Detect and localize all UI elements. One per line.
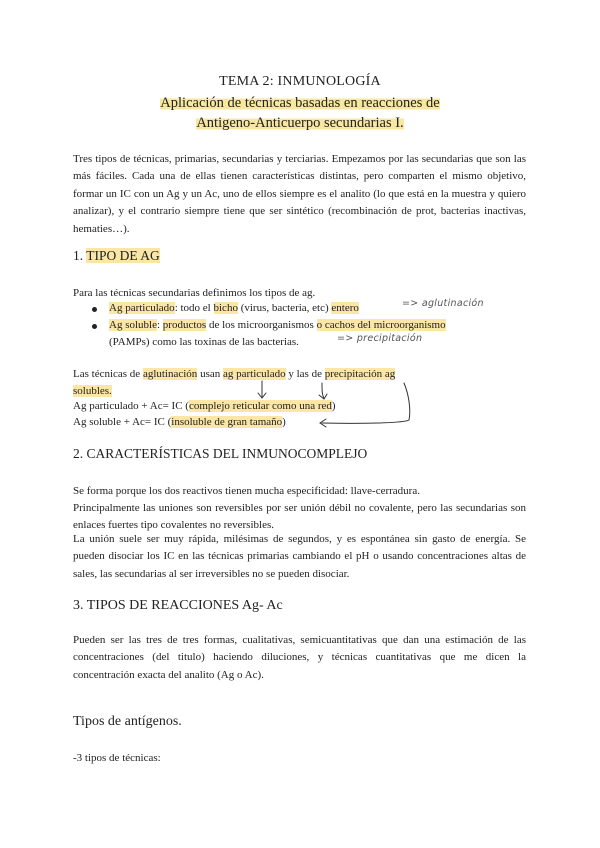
subtitle-text-1: Aplicación de técnicas basadas en reacciones de [160, 95, 440, 111]
precipitacion-highlight: precipitación ag [324, 368, 396, 380]
eq2-text-b: ) [282, 416, 286, 428]
eq1-text-b: ) [331, 400, 336, 412]
entero-highlight: entero [331, 302, 359, 314]
section2-paragraph-3: La unión suele ser muy rápida, milésimas de segundos, y es espontánea sin gasto de energía. Se pueden disociar los IC en las técnicas primarias cambiando el pH o usando concentraciones altas de sales, las secundarias al ser irreversibles no se pueden disociar. [73, 533, 526, 580]
handwritten-precipitacion: => precipitación [337, 333, 423, 344]
bullet1-text-a: : todo el [174, 302, 214, 314]
section4-line: -3 tipos de técnicas: [73, 752, 161, 764]
handwritten-aglutinacion: => aglutinación [402, 298, 484, 309]
eq1-highlight: complejo reticular como una red [188, 400, 332, 412]
bullet2-line2: (PAMPs) como las toxinas de las bacterias. [109, 336, 299, 348]
tech-text-c: y las de [285, 368, 325, 380]
aglutinacion-highlight: aglutinación [142, 368, 198, 380]
bullet1-text-b: (virus, bacteria, etc) [237, 302, 332, 314]
ag-particulado-term: Ag particulado [109, 302, 175, 314]
document-title: TEMA 2: INMUNOLOGÍA [219, 74, 381, 89]
section1-title: TIPO DE AG [86, 248, 160, 263]
eq2-text-a: Ag soluble + Ac= IC ( [73, 416, 172, 428]
ag-soluble-term: Ag soluble [109, 319, 157, 331]
solubles-highlight: solubles. [73, 385, 112, 397]
productos-highlight: productos [162, 319, 207, 331]
tech-text-b: usan [197, 368, 223, 380]
section3-heading: 3. TIPOS DE REACCIONES Ag- Ac [73, 598, 283, 613]
section3-paragraph: Pueden ser las tres de tres formas, cualitativas, semicuantitativas que dan una estimación de las concentraciones (del titulo) haciendo diluciones, y técnicas cuantitativas que me dicen la concentración exacta del analito (Ag o Ac). [73, 634, 526, 681]
cachos-highlight: o cachos del microorganismo [316, 319, 446, 331]
bicho-highlight: bicho [213, 302, 238, 314]
eq1-text-a: Ag particulado + Ac= IC ( [73, 400, 189, 412]
section2-paragraph-1: Se forma porque los dos reactivos tienen mucha especificidad: llave-cerradura. [73, 485, 420, 497]
intro-paragraph: Tres tipos de técnicas, primarias, secundarias y terciarias. Empezamos por las secundarias que son las más fáciles. Cada una de ellas tienen características distintas, pero comparten el mismo objetivo, formar un IC con un Ag y un Ac, uno de ellos siempre es el analito (lo que está en la muestra y quiero analizar), y el contrario siempre tiene que ser sintético (recombinación de prot, bacterias inactivas, hematies…). [73, 153, 526, 235]
ag-particulado-highlight: ag particulado [222, 368, 286, 380]
bullet2-sep: : [156, 319, 163, 331]
section1-lead: Para las técnicas secundarias definimos los tipos de ag. [73, 287, 316, 299]
section2-paragraph-2: Principalmente las uniones son reversibles por ser unión débil no covalente, pero las secundarias son enlaces fuertes tipo covalentes no reversibles. [73, 502, 526, 532]
section1-number: 1. [73, 248, 84, 263]
arrow-down-2 [322, 383, 324, 398]
section4-heading: Tipos de antígenos. [73, 714, 182, 729]
arrow-curve-3 [322, 383, 410, 423]
bullet2-text-a: de los microorganismos [206, 319, 317, 331]
eq2-highlight: insoluble de gran tamaño [171, 416, 283, 428]
subtitle-text-2: Antigeno-Anticuerpo secundarias I. [196, 115, 404, 131]
tech-text-a: Las técnicas de [73, 368, 143, 380]
section2-heading: 2. CARACTERÍSTICAS DEL INMUNOCOMPLEJO [73, 446, 368, 461]
